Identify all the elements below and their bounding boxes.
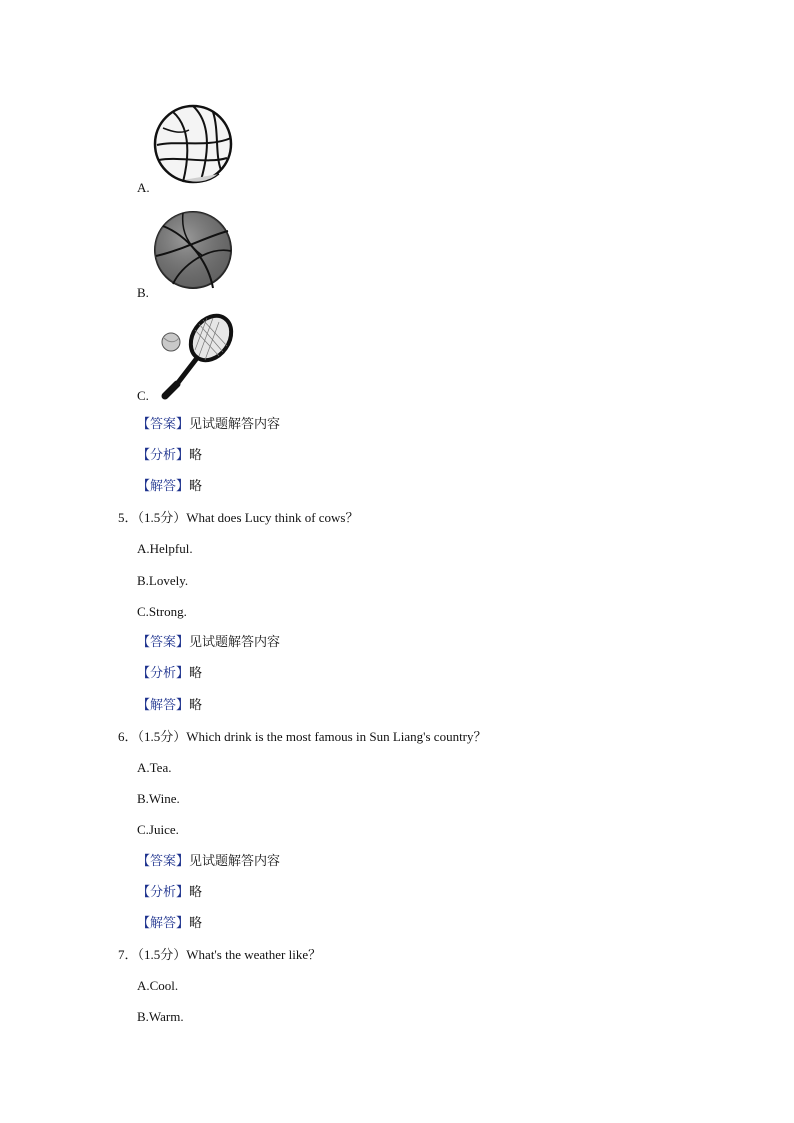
question-number: 6． <box>118 729 138 744</box>
tennis-racket-icon <box>155 310 237 400</box>
q6-question <box>118 729 487 745</box>
q5-question <box>118 510 359 526</box>
q5-option-c: C.Strong. <box>137 604 187 619</box>
question-number: 5． <box>118 510 138 525</box>
q5-analysis-line: 【分析】略 <box>137 666 203 681</box>
volleyball-image <box>153 100 233 190</box>
volleyball-icon <box>153 100 233 190</box>
q4-option-c-letter: C. <box>137 388 149 403</box>
tennis-image <box>155 310 237 400</box>
question-number: 7． <box>118 947 138 962</box>
q4-option-a-letter: A. <box>137 180 150 195</box>
q4-answer-line: 【答案】见试题解答内容 <box>137 417 281 432</box>
q7-option-b: B.Warm. <box>137 1009 184 1024</box>
q4-analysis-line: 【分析】略 <box>137 448 203 463</box>
question-score: （1.5分） <box>137 947 187 962</box>
q6-option-b: B.Wine. <box>137 791 180 806</box>
question-score: （1.5分） <box>137 510 187 525</box>
question-text: What's the weather like？ <box>186 947 322 962</box>
q4-solution-line: 【解答】略 <box>137 479 203 494</box>
q5-option-b: B.Lovely. <box>137 573 189 588</box>
basketball-image <box>153 206 233 296</box>
question-text: Which drink is the most famous in Sun Liang's country？ <box>186 729 487 744</box>
q7-option-a: A.Cool. <box>137 978 179 993</box>
q6-solution-line: 【解答】略 <box>137 916 203 931</box>
q5-answer-line: 【答案】见试题解答内容 <box>137 635 281 650</box>
question-score: （1.5分） <box>137 729 187 744</box>
q6-answer-line: 【答案】见试题解答内容 <box>137 854 281 869</box>
q4-option-b-letter: B. <box>137 285 149 300</box>
q6-analysis-line: 【分析】略 <box>137 885 203 900</box>
q6-option-c: C.Juice. <box>137 822 179 837</box>
q5-solution-line: 【解答】略 <box>137 698 203 713</box>
q5-option-a: A.Helpful. <box>137 541 193 556</box>
basketball-icon <box>153 206 233 296</box>
q6-option-a: A.Tea. <box>137 760 172 775</box>
q7-question <box>118 947 321 963</box>
question-text: What does Lucy think of cows？ <box>186 510 359 525</box>
